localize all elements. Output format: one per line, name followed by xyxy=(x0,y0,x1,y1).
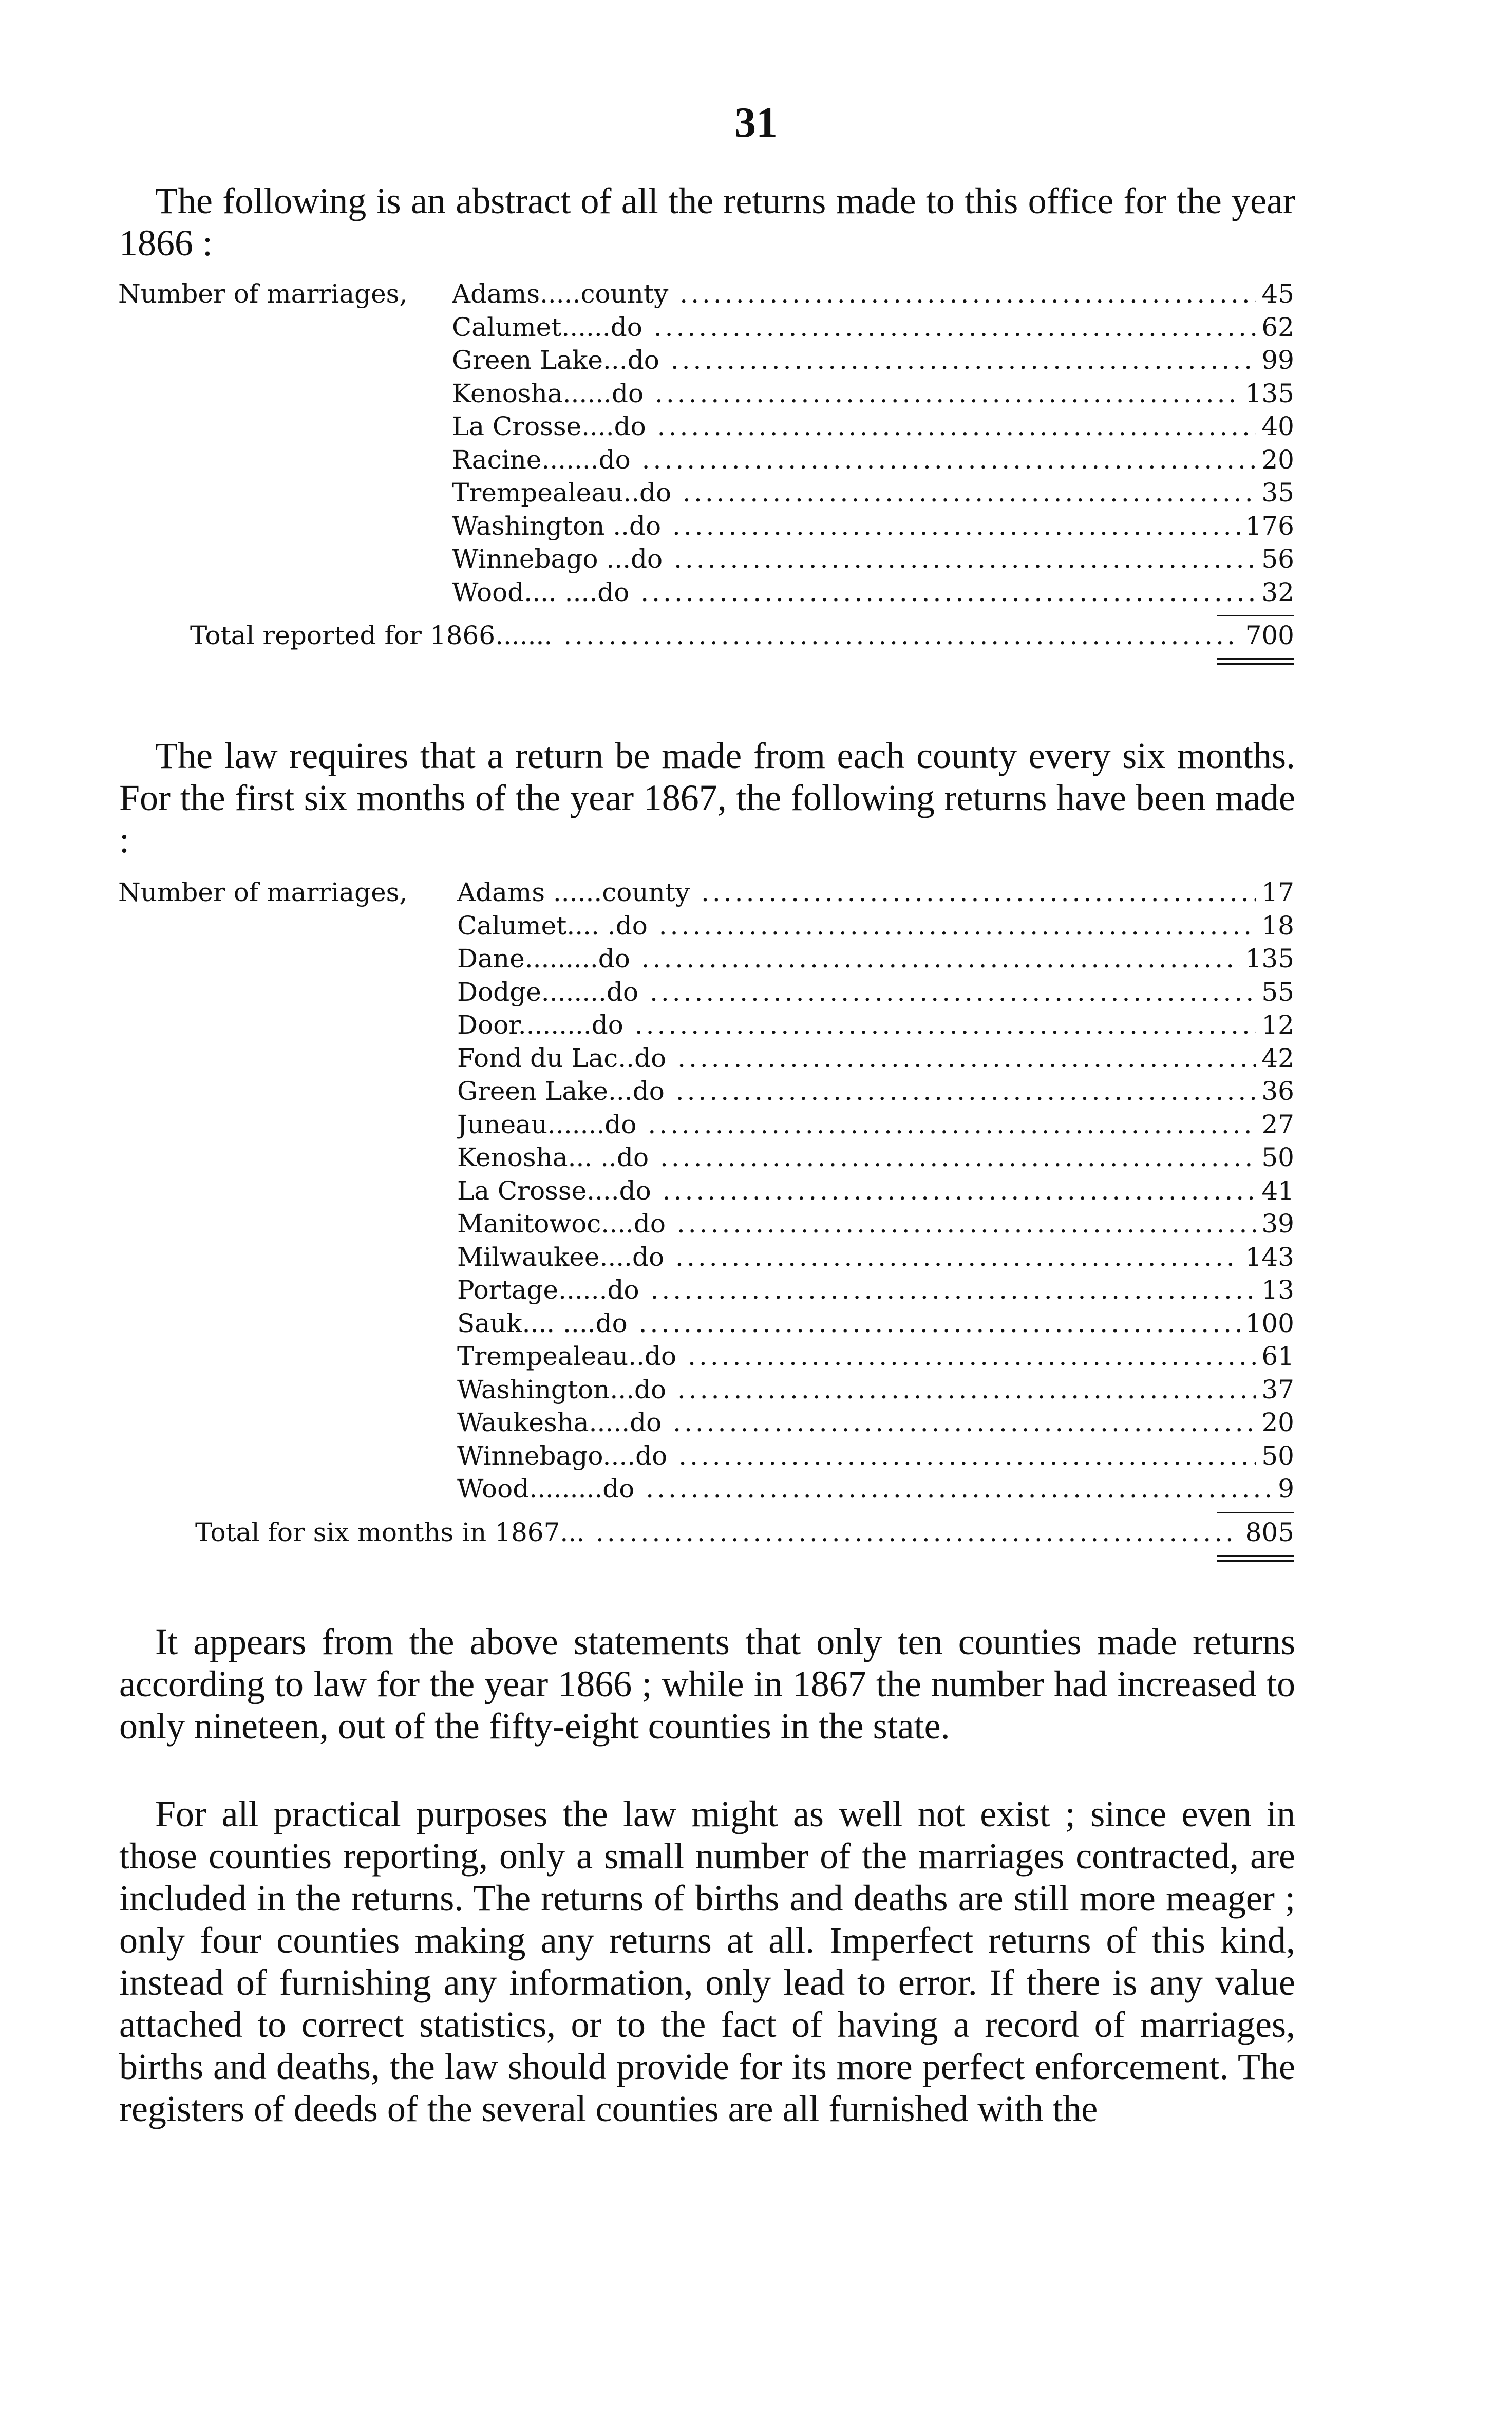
marriage-count: 36 xyxy=(1256,1075,1294,1108)
marriage-count: 37 xyxy=(1256,1373,1294,1407)
county-name: Green Lake...do ..... xyxy=(452,344,1294,377)
table-row xyxy=(118,1307,1294,1340)
marriage-count: 35 xyxy=(1256,476,1294,510)
county-name: Racine.......do ..... xyxy=(452,443,1294,477)
marriage-count: 61 xyxy=(1256,1340,1294,1373)
marriage-count: 41 xyxy=(1256,1174,1294,1208)
double-rule-bottom xyxy=(1217,663,1294,665)
county-name: Kenosha... ..do ..... xyxy=(457,1141,1294,1174)
sum-rule xyxy=(1217,615,1294,616)
table-row xyxy=(118,976,1294,1009)
marriage-count: 143 xyxy=(1240,1241,1294,1274)
table-row xyxy=(118,443,1294,477)
county-name: Winnebago....do ..... xyxy=(457,1439,1294,1473)
marriages-table-1867 xyxy=(118,876,1294,1562)
table-row xyxy=(118,1373,1294,1407)
table-row xyxy=(118,1008,1294,1042)
marriage-count: 32 xyxy=(1256,576,1294,609)
marriage-count: 176 xyxy=(1240,510,1294,543)
table-row xyxy=(118,377,1294,410)
county-name: Wood.........do ..... xyxy=(457,1472,1294,1506)
marriage-count: 56 xyxy=(1256,542,1294,576)
county-name: La Crosse....do ..... xyxy=(452,410,1294,443)
marriage-count: 55 xyxy=(1256,976,1294,1009)
marriage-count: 17 xyxy=(1256,876,1294,909)
county-name: Sauk.... ....do ..... xyxy=(457,1307,1294,1340)
county-name: Fond du Lac..do ..... xyxy=(457,1042,1294,1075)
table-row xyxy=(118,1042,1294,1075)
marriage-count: 135 xyxy=(1240,942,1294,976)
table-row xyxy=(118,410,1294,443)
marriage-count: 20 xyxy=(1256,1406,1294,1439)
total-label: Total for six months in 1867... ..... xyxy=(195,1516,1294,1552)
enforcement-paragraph xyxy=(119,1793,1295,2130)
intro-1867-text: The law requires that a return be made from each county every six months. For the first six months of the year 1867, the following returns have been made : xyxy=(119,735,1295,860)
county-name: Trempealeau..do ..... xyxy=(452,476,1294,510)
marriage-count: 135 xyxy=(1240,377,1294,410)
marriage-count: 12 xyxy=(1256,1008,1294,1042)
table-row xyxy=(118,510,1294,543)
county-name: Calumet.... .do ..... xyxy=(457,909,1294,943)
page-number: 31 xyxy=(734,99,778,146)
marriage-count: 18 xyxy=(1256,909,1294,943)
table-row xyxy=(118,576,1294,609)
table-row xyxy=(118,277,1294,311)
table-row xyxy=(118,1273,1294,1307)
county-name: Washington ..do ..... xyxy=(452,510,1294,543)
marriages-table-1866 xyxy=(118,277,1294,665)
table-row xyxy=(118,909,1294,943)
county-name: Washington...do ..... xyxy=(457,1373,1294,1407)
county-name: Juneau.......do ..... xyxy=(457,1108,1294,1141)
table-row xyxy=(118,1174,1294,1208)
double-rule-top xyxy=(1217,1555,1294,1557)
table-row xyxy=(118,1472,1294,1506)
county-name: Trempealeau..do ..... xyxy=(457,1340,1294,1373)
marriage-count: 20 xyxy=(1256,443,1294,477)
marriage-count: 40 xyxy=(1256,410,1294,443)
enforcement-text: For all practical purposes the law might as well not exist ; since even in those counties reporting, only a small number of the marriages contracted, are included in the returns. The returns of births and deaths are still more meager ; only four counties making any returns at all. Imperfect returns of this kind, instead of furnishing any information, only lead to error. If there is any value attached to correct statistics, or to the fact of having a record of marriages, births and deaths, the law should provide for its more perfect enforcement. The registers of deeds of the several counties are all furnished with the xyxy=(119,1793,1295,2129)
table-row xyxy=(118,1406,1294,1439)
conclusion-paragraph xyxy=(119,1621,1295,1747)
total-label: Total reported for 1866....... ..... xyxy=(190,619,1294,655)
county-name: Adams.....county ..... xyxy=(452,277,1294,311)
table-row xyxy=(118,876,1294,909)
marriage-count: 62 xyxy=(1256,311,1294,344)
county-name: Dane.........do ..... xyxy=(457,942,1294,976)
total-value: 700 xyxy=(1238,619,1294,652)
county-name: Wood.... ....do ..... xyxy=(452,576,1294,609)
county-name: Dodge........do ..... xyxy=(457,976,1294,1009)
table-row xyxy=(118,1108,1294,1141)
double-rule-bottom xyxy=(1217,1560,1294,1562)
marriage-count: 13 xyxy=(1256,1273,1294,1307)
county-name: Winnebago ...do ..... xyxy=(452,542,1294,576)
table-row xyxy=(118,1207,1294,1241)
marriage-count: 27 xyxy=(1256,1108,1294,1141)
marriage-count: 45 xyxy=(1256,277,1294,311)
sum-rule xyxy=(1217,1512,1294,1513)
table-row xyxy=(118,1439,1294,1473)
county-name: Manitowoc....do ..... xyxy=(457,1207,1294,1241)
marriage-count: 50 xyxy=(1256,1439,1294,1473)
table-row xyxy=(118,542,1294,576)
total-row xyxy=(118,619,1294,665)
table-row xyxy=(118,1075,1294,1108)
conclusion-text: It appears from the above statements that only ten counties made returns according to law for the year 1866 ; while in 1867 the number had increased to only nineteen, out of the fifty-eight counties in the state. xyxy=(119,1621,1295,1747)
marriage-count: 50 xyxy=(1256,1141,1294,1174)
county-name: Door.........do ..... xyxy=(457,1008,1294,1042)
table-row xyxy=(118,942,1294,976)
intro-1867-paragraph xyxy=(119,735,1295,861)
total-value: 805 xyxy=(1238,1516,1294,1549)
county-name: Milwaukee....do ..... xyxy=(457,1241,1294,1274)
marriage-count: 42 xyxy=(1256,1042,1294,1075)
table-row xyxy=(118,1241,1294,1274)
row-lead-label: Number of marriages, xyxy=(118,279,408,309)
total-row xyxy=(118,1516,1294,1562)
table-row xyxy=(118,1340,1294,1373)
county-name: La Crosse....do ..... xyxy=(457,1174,1294,1208)
county-name: Portage......do ..... xyxy=(457,1273,1294,1307)
table-row xyxy=(118,344,1294,377)
table-row xyxy=(118,1141,1294,1174)
county-name: Waukesha.....do ..... xyxy=(457,1406,1294,1439)
county-name: Kenosha......do ..... xyxy=(452,377,1294,410)
table-row xyxy=(118,311,1294,344)
county-name: Green Lake...do ..... xyxy=(457,1075,1294,1108)
table-row xyxy=(118,476,1294,510)
intro-1866-paragraph xyxy=(119,180,1295,264)
row-lead-label: Number of marriages, xyxy=(118,877,408,907)
marriage-count: 39 xyxy=(1256,1207,1294,1241)
county-name: Calumet......do ..... xyxy=(452,311,1294,344)
marriage-count: 100 xyxy=(1240,1307,1294,1340)
county-name: Adams ......county ..... xyxy=(457,876,1294,909)
double-rule-top xyxy=(1217,658,1294,660)
marriage-count: 99 xyxy=(1256,344,1294,377)
marriage-count: 9 xyxy=(1273,1472,1294,1506)
intro-1866-text: The following is an abstract of all the returns made to this office for the year 1866 : xyxy=(119,180,1295,264)
